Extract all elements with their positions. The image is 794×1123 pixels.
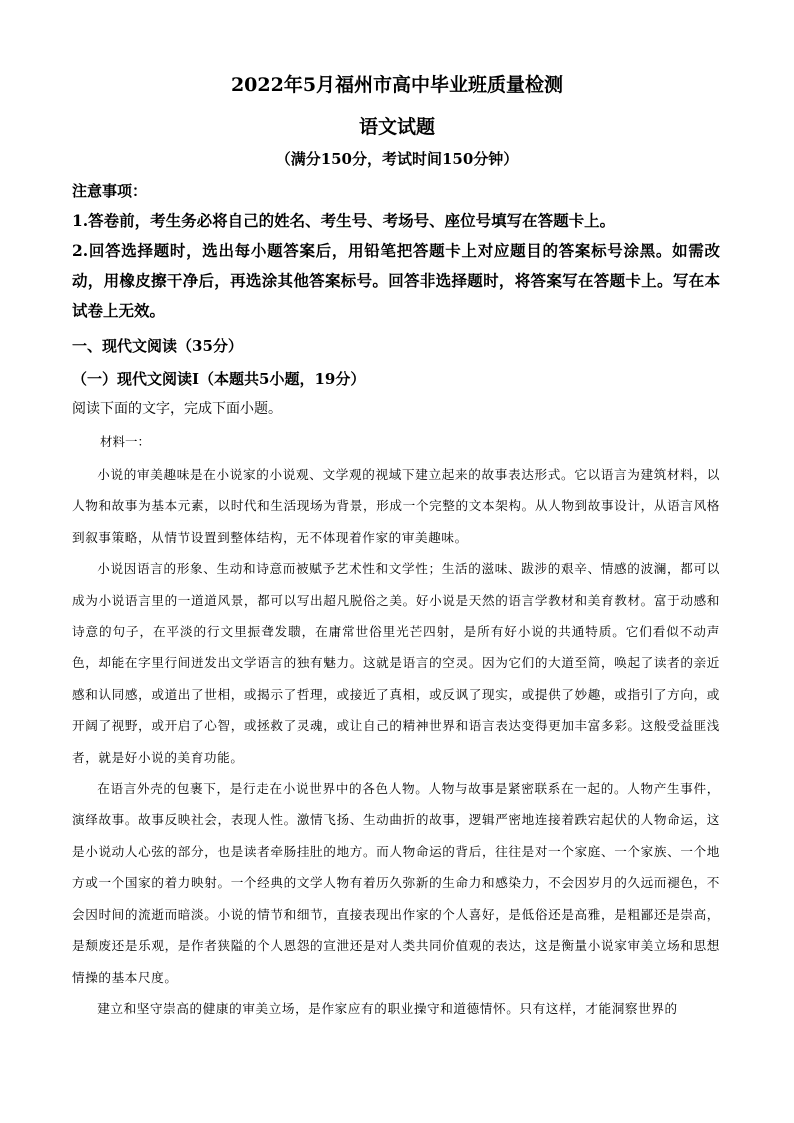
material-label: 材料一： [100,434,151,449]
passage-paragraph-4: 建立和坚守崇高的健康的审美立场，是作家应有的职业操守和道德情怀。只有这样，才能洞察世界的 [97,1000,678,1016]
note-item-2: 2.回答选择题时，选出每小题答案后，用铅笔把答题卡上对应题目的答案标号涂黑。如需改动，用橡皮擦干净后，再选涂其他答案标号。回答非选择题时，将答案写在答题卡上。写在本试卷上无效。 [72,241,720,320]
note-item-1: 1.答卷前，考生务必将自己的姓名、考生号、考场号、座位号填写在答题卡上。 [72,211,616,230]
reading-instruction: 阅读下面的文字，完成下面小题。 [72,401,282,417]
reading-passage [72,459,720,1024]
notes-block [72,180,720,326]
subsection-title: （一）现代文阅读Ⅰ（本题共5小题，19分） [72,370,366,388]
passage-paragraph-1: 小说的审美趣味是在小说家的小说观、文学观的视域下建立起来的故事表达形式。它以语言为建筑材料，以人物和故事为基本元素，以时代和生活现场为背景，形成一个完整的文本架构。从人物到故事设计，从语言风格到叙事策略，从情节设置到整体结构，无不体现着作家的审美趣味。 [72,467,720,545]
notes-heading: 注意事项： [72,182,148,200]
section-title: 一、现代文阅读（35分） [72,337,243,355]
exam-title: 2022年5月福州市高中毕业班质量检测 [230,74,564,96]
passage-paragraph-2: 小说因语言的形象、生动和诗意而被赋予艺术性和文学性；生活的滋味、跋涉的艰辛、情感的波澜，都可以成为小说语言里的一道道风景，都可以写出超凡脱俗之美。好小说是天然的语言学教材和美育教材。富于动感和诗意的句子，在平淡的行文里振聋发聩，在庸常世俗里光芒四射，是所有好小说的共通特质。它们看似不动声色，却能在字里行间迸发出文学语言的独有魅力。这就是语言的空灵。因为它们的大道至简，唤起了读者的亲近感和认同感，或道出了世相，或揭示了哲理，或接近了真相，或反讽了现实，或提供了妙趣，或指引了方向，或开阔了视野，或开启了心智，或拯救了灵魂，或让自己的精神世界和语言表达变得更加丰富多彩。这般受益匪浅者，就是好小说的美育功能。 [72,561,720,765]
subject-title: 语文试题 [358,116,435,138]
score-info: （满分150分，考试时间150分钟） [275,150,519,168]
passage-paragraph-3: 在语言外壳的包裹下，是行走在小说世界中的各色人物。人物与故事是紧密联系在一起的。人物产生事件，演绎故事。故事反映社会，表现人性。激情飞扬、生动曲折的故事，逻辑严密地连接着跌宕起伏的人物命运，这是小说动人心弦的部分，也是读者牵肠挂肚的地方。而人物命运的背后，往往是对一个家庭、一个家族、一个地方或一个国家的着力映射。一个经典的文学人物有着历久弥新的生命力和感染力，不会因岁月的久远而褪色，不会因时间的流逝而暗淡。小说的情节和细节，直接表现出作家的个人喜好，是低俗还是高雅，是粗鄙还是崇高，是颓废还是乐观，是作者狭隘的个人恩怨的宣泄还是对人类共同价值观的表达，这是衡量小说家审美立场和思想情操的基本尺度。 [72,781,720,985]
